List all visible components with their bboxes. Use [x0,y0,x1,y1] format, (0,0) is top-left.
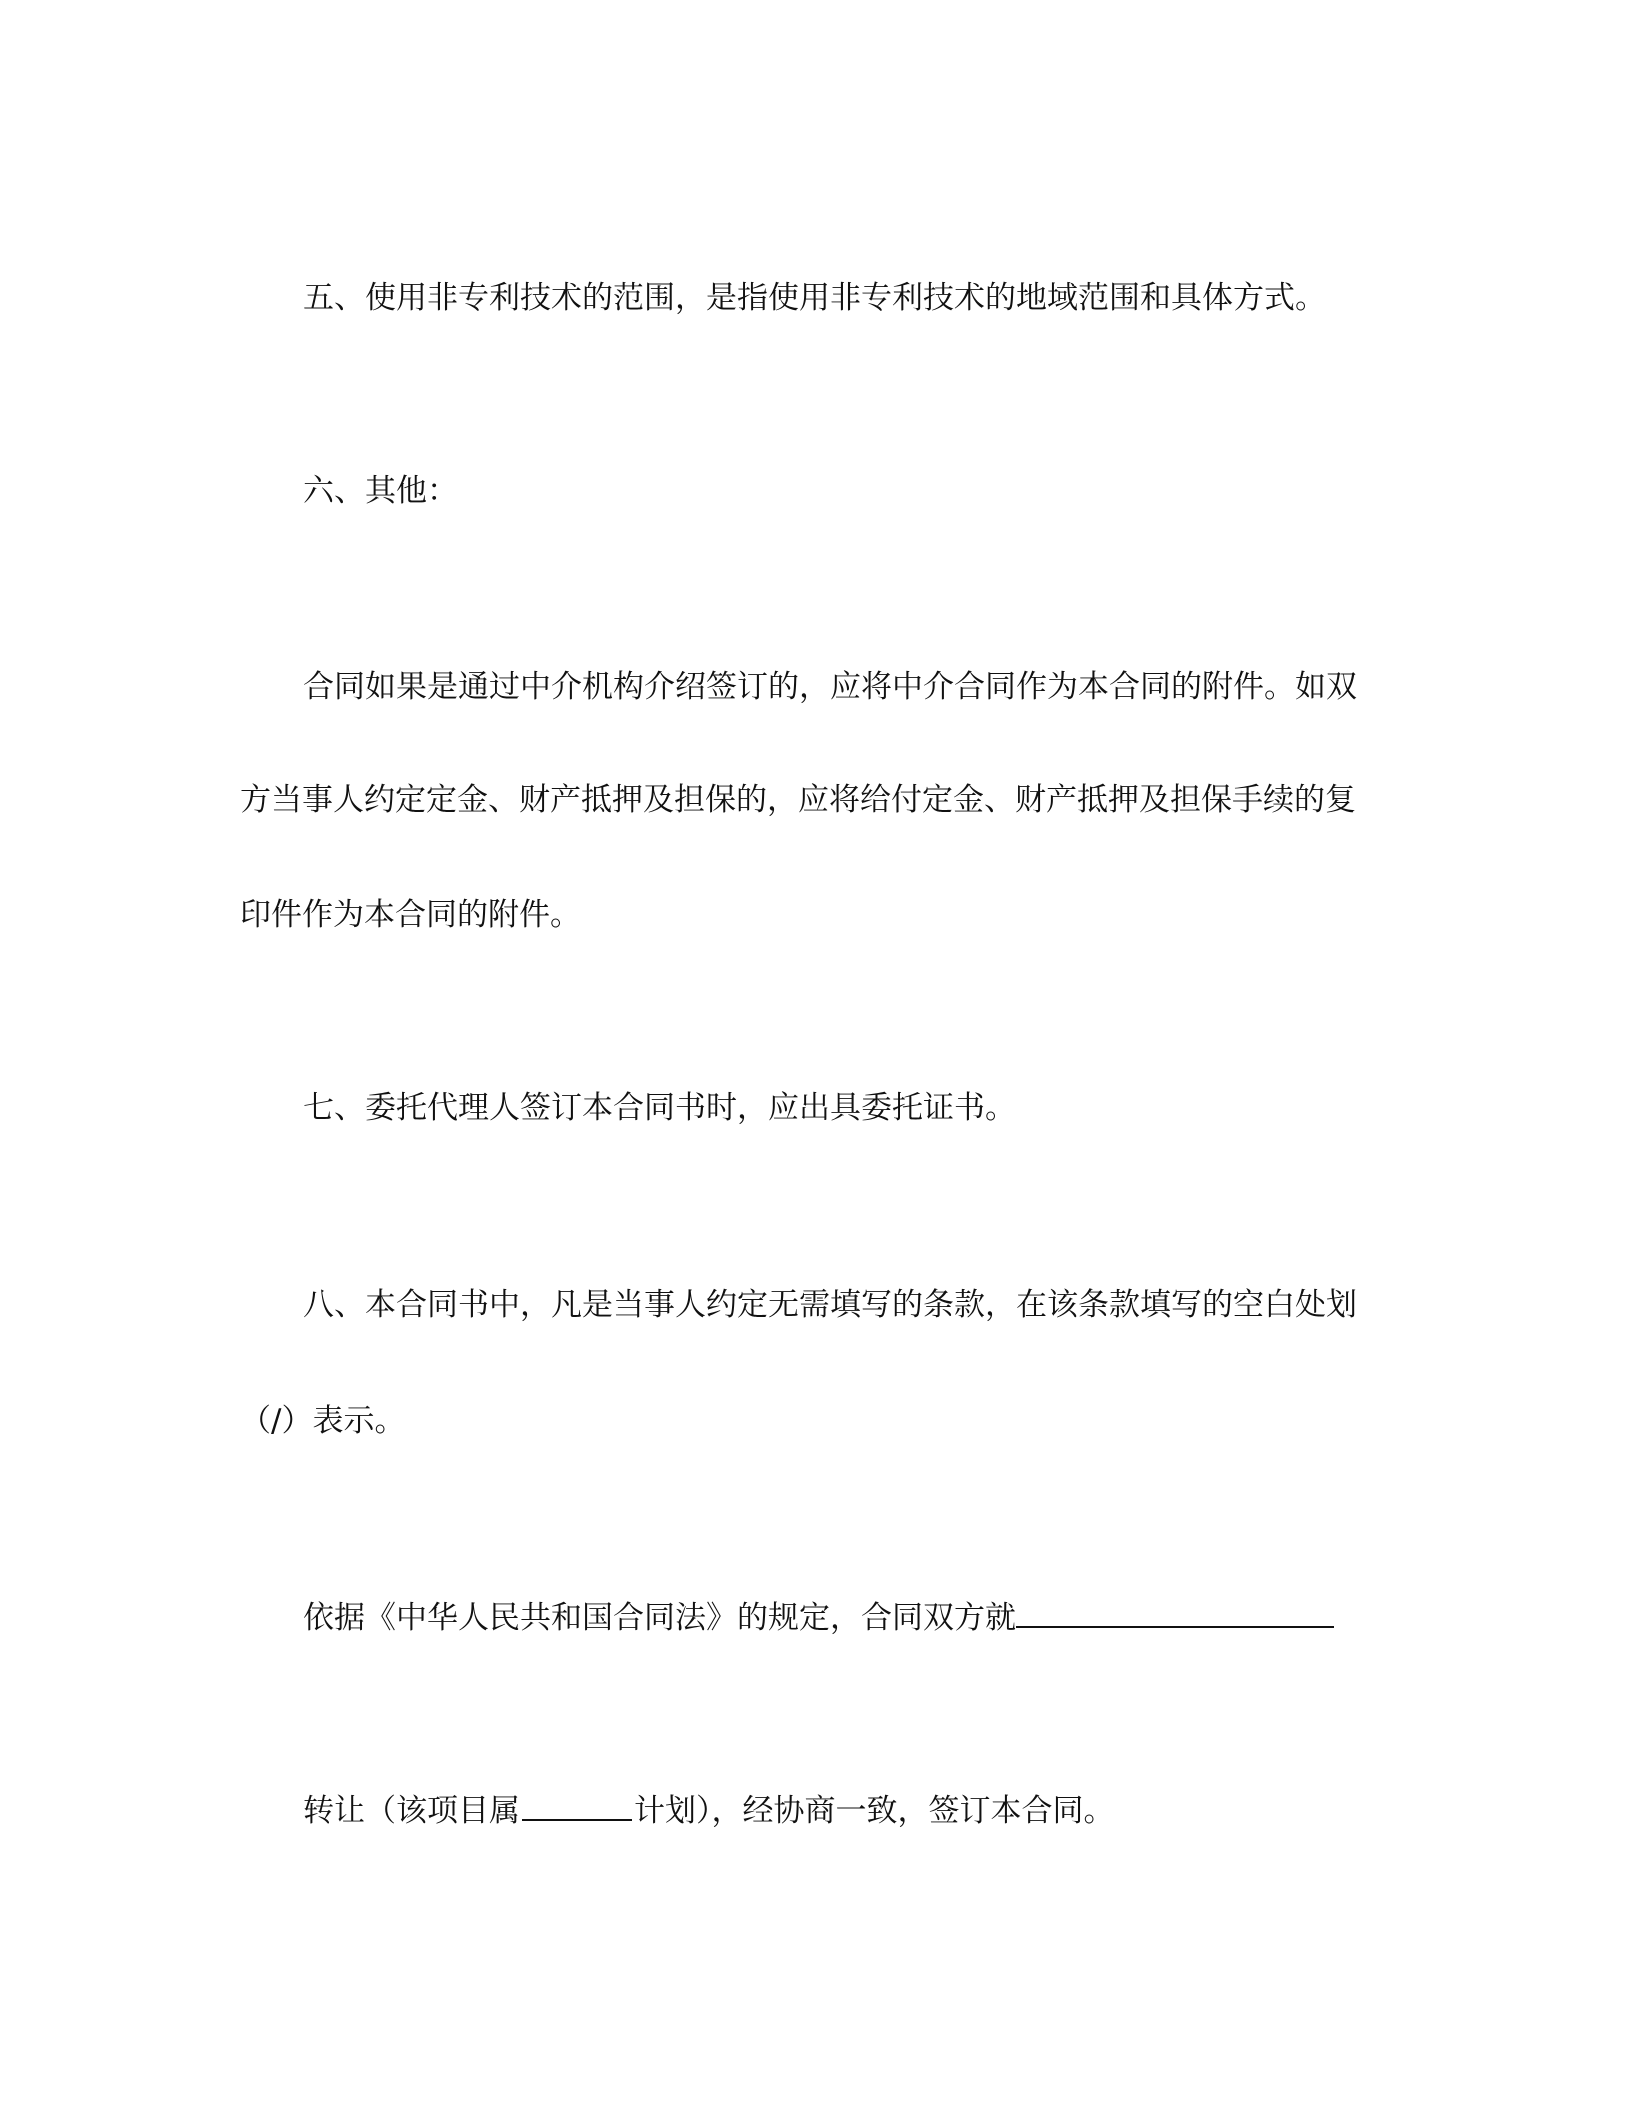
basis-line-2-text-end: 计划），经协商一致，签订本合同。 [634,1793,1115,1829]
clause-5: 五、使用非专利技术的范围，是指使用非专利技术的地域范围和具体方式。 [303,280,1326,316]
basis-line-2 [303,1791,1115,1831]
clause-6-body-line-2: 方当事人约定定金、财产抵押及担保的，应将给付定金、财产抵押及担保手续的复 [240,782,1356,818]
clause-6-body-line-1: 合同如果是通过中介机构介绍签订的，应将中介合同作为本合同的附件。如双 [303,669,1357,705]
clause-8-line-1: 八、本合同书中，凡是当事人约定无需填写的条款，在该条款填写的空白处划 [303,1287,1357,1323]
basis-line-1-text: 依据《中华人民共和国合同法》的规定，合同双方就 [303,1600,1016,1636]
clause-6-heading: 六、其他： [303,473,458,509]
clause-8-line-2: （/）表示。 [240,1403,406,1439]
fill-in-blank-subject[interactable] [1016,1600,1334,1628]
clause-6-body-line-3: 印件作为本合同的附件。 [240,897,581,933]
clause-7: 七、委托代理人签订本合同书时，应出具委托证书。 [303,1090,1016,1126]
fill-in-blank-plan[interactable] [522,1793,632,1821]
basis-line-1 [303,1598,1334,1638]
basis-line-2-text-start: 转让（该项目属 [303,1793,520,1829]
